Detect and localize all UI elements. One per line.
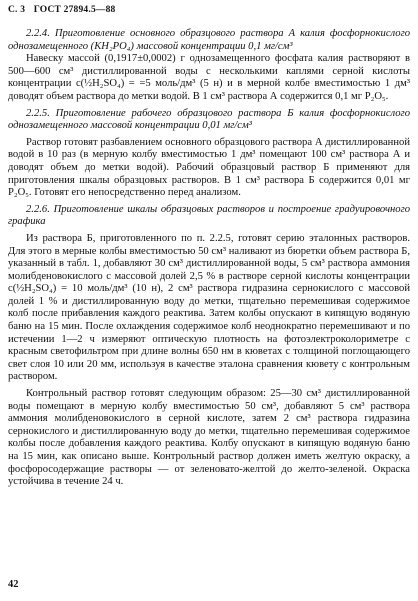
paragraph: Из раствора Б, приготовленного по п. 2.2.5, готовят серию эталонных растворов. Для этого в мерные колбы вместимостью 50 см³ наливают из бюретки объем раствора Б, указанный в табл. 1, добавляют 30 см³ дистиллированной воды, 5 см³ раствора аммония молибденовокислого с массовой долей 2,5 % в растворе серной кислоты концентрации c(½H₂SO₄) = 10 моль/дм³ (10 н), 2 см³ раствора гидразина сернокислого с массовой долей 1 % и дистиллированную воду до метки, тщательно перемешивая содержимое колб после прибавления каждого реактива. Затем колбы опускают в кипящую водяную баню на 15 мин. После охлаждения содержимое колб неоднократно перемешивают и по истечении 1—2 ч измеряют оптическую плотность на фотоэлектроколориметре с красным светофильтром при длине волны 650 нм в кюветах с толщиной поглощающего свет слоя 10 или 20 мм, используя в качестве эталона сравнения кювету с контрольным раствором. [8, 232, 410, 383]
paragraph: Контрольный раствор готовят следующим образом: 25—30 см³ дистиллированной воды помещают в мерную колбу вместимостью 50 см³, добавляют 5 см³ раствора аммония молибденовокислого в серной кислоте, затем 2 см³ раствора гидразина сернокислого и дистиллированную воду до метки, тщательно перемешивая содержимое колбы после добавления каждого реактива. Колбу опускают в кипящую водяную баню на 15 мин, как описано выше. Контрольный раствор должен иметь желтую окраску, а фосфоросодержащие растворы — от зеленовато-желтой до желто-зеленой. Окраска устойчива в течение 24 ч. [8, 388, 410, 488]
document-body [8, 28, 410, 489]
section-heading-2-2-5: 2.2.5. Приготовление рабочего образцового раствора Б калия фосфорнокислого однозамещенного массовой концентрации 0,01 мг/см³ [8, 107, 410, 132]
paragraph: Навеску массой (0,1917±0,0002) г однозамещенного фосфата калия растворяют в 500—600 см³ дистиллированной воды с несколькими каплями серной кислоты концентрации c(½H₂SO₄) = =5 моль/дм³ (5 н) и в мерной колбе вместимостью 1 дм³ доводят объем раствора до метки водой. В 1 см³ раствора А содержится 0,1 мг P₂O₅. [8, 53, 410, 102]
page-number: 42 [8, 579, 19, 590]
section-heading-2-2-4: 2.2.4. Приготовление основного образцового раствора А калия фосфорнокислого однозамещенного (KH₂PO₄) массовой концентрации 0,1 мг/см³ [8, 28, 410, 52]
page-label: С. 3 [8, 5, 26, 15]
page-header [8, 5, 122, 15]
section-heading-2-2-6: 2.2.6. Приготовление шкалы образцовых растворов и построение градуировочного графика [8, 203, 410, 228]
paragraph: Раствор готовят разбавлением основного образцового раствора А дистиллированной водой в 10 раз (в мерную колбу вместимостью 1 дм³ помещают 100 см³ раствора А и доводят объем до метки водой). Рабочий образцовый раствор Б применяют для приготовления шкалы образцовых растворов. В 1 см³ раствора Б содержится 0,01 мг P₂O₅. Готовят его непосредственно перед анализом. [8, 136, 410, 199]
standard-number: ГОСТ 27894.5—88 [33, 5, 116, 15]
